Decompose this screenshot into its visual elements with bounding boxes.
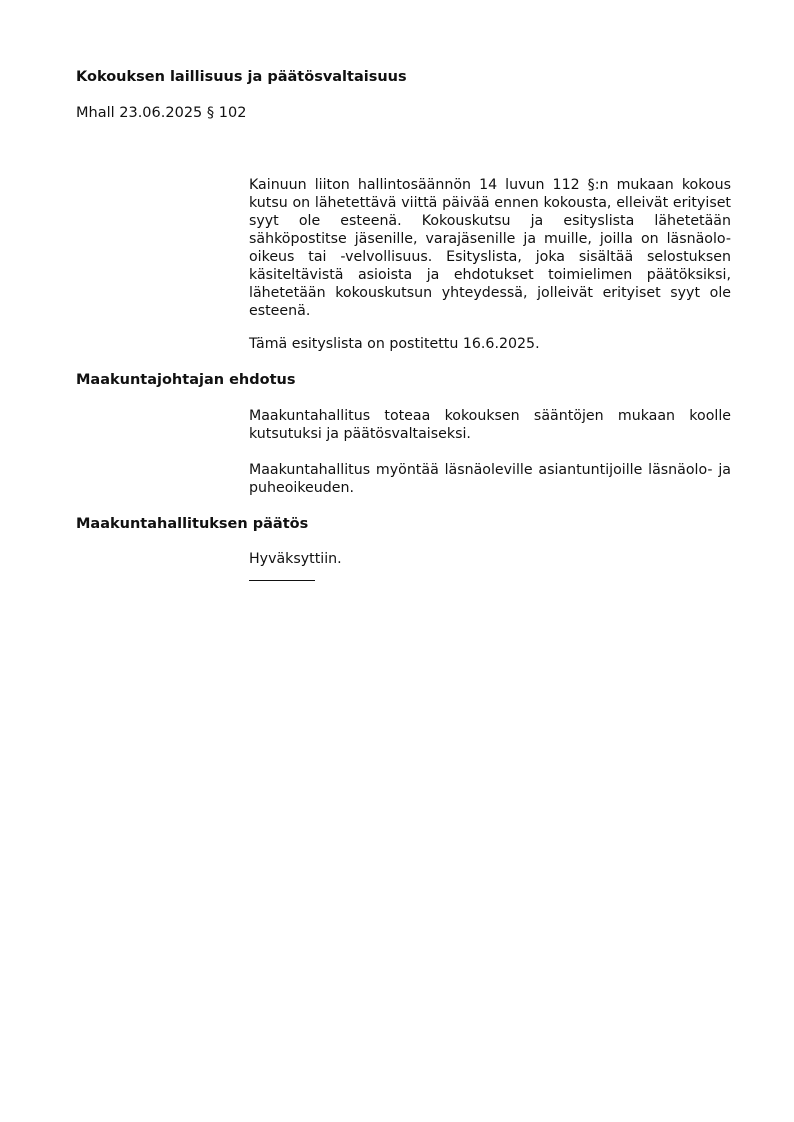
posted-note: Tämä esityslista on postitettu 16.6.2025. xyxy=(249,336,540,352)
decision-text: Hyväksyttiin. xyxy=(249,551,342,567)
proposal-heading: Maakuntajohtajan ehdotus xyxy=(76,372,296,388)
meeting-reference: Mhall 23.06.2025 § 102 xyxy=(76,105,247,121)
proposal-paragraph-2: Maakuntahallitus myöntää läsnäoleville asiantuntijoille läsnäolo- ja puheoikeuden. xyxy=(249,462,731,496)
decision-block xyxy=(249,550,731,568)
posted-block xyxy=(249,335,731,353)
section-title: Kokouksen laillisuus ja päätösvaltaisuus xyxy=(76,69,407,85)
decision-heading: Maakuntahallituksen päätös xyxy=(76,516,309,532)
proposal-paragraph-1: Maakuntahallitus toteaa kokouksen sääntöjen mukaan koolle kutsutuksi ja päätösvaltaiseksi. xyxy=(249,408,731,442)
intro-block xyxy=(249,176,731,320)
proposal-block-1 xyxy=(249,407,731,443)
proposal-block-2 xyxy=(249,461,731,497)
intro-paragraph: Kainuun liiton hallintosäännön 14 luvun 112 §:n mukaan kokous kutsu on lähetettävä viittä päivää ennen kokousta, elleivät erityiset syyt ole esteenä. Kokouskutsu ja esityslista lähetetään sähköpostitse jäsenille, varajäsenille ja muille, joilla on läsnäolo- oikeus tai -velvollisuus. Esityslista, joka sisältää selostuksen käsiteltävistä asioista ja ehdotukset toimielimen päätöksiksi, lähetetään kokouskutsun yhteydessä, jolleivät erityiset syyt ole esteenä. xyxy=(249,177,731,319)
end-divider xyxy=(249,580,315,581)
